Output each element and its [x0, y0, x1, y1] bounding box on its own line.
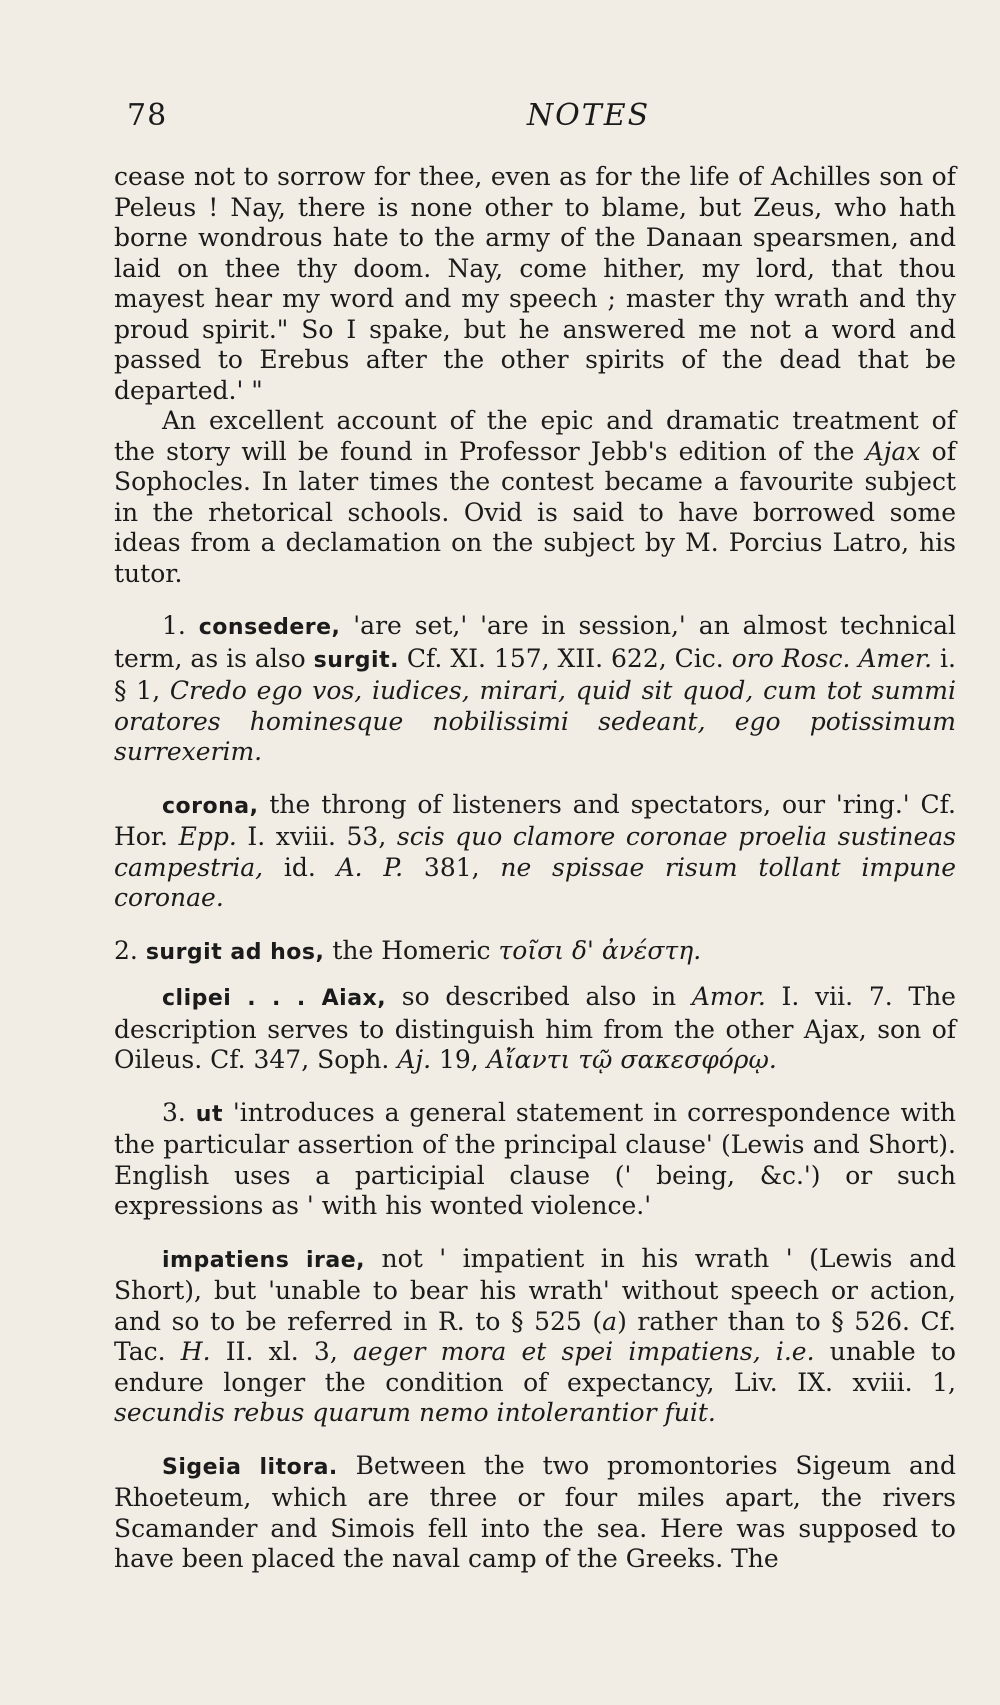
page-number: 78: [127, 98, 168, 133]
body-text: An excellent account of the epic and dramatic treatment of the story will be found in Professor Jebb's edition of the: [114, 406, 956, 466]
italic-text: oro Rosc. Amer.: [731, 643, 933, 673]
italic-text: Amor.: [691, 982, 766, 1011]
note-corona: [114, 790, 956, 914]
italic-text: Credo ego vos, iudices, mirari, quid sit quod, cum tot summi oratores hominesque nobilissimi sedeant, ego potissimum surrexerim.: [114, 676, 956, 766]
running-head: NOTES: [526, 98, 651, 133]
lemma: surgit ad hos,: [145, 939, 325, 965]
note-3: [114, 1098, 956, 1222]
body-text: II. xl. 3,: [210, 1337, 353, 1366]
body-text: I. vii. 7. The description serves to distinguish him from the other Ajax, son of Oileus. Cf. 347, Soph.: [114, 982, 956, 1074]
body-text: 'introduces a general statement in correspondence with the particular assertion of the principal clause' (Lewis and Short). English uses a participial clause (' being, &c.') or such expressions as ' with his wonted violence.': [114, 1097, 956, 1220]
italic-text: a: [602, 1306, 618, 1336]
note-1: [114, 611, 956, 768]
body-text: I. xviii. 53,: [236, 822, 397, 851]
paragraph-jebb: [114, 406, 956, 589]
body-text: 381,: [403, 852, 501, 882]
italic-text: Αἴαντι τῷ σακεσφόρῳ.: [486, 1045, 777, 1074]
body-text: Cf. XI. 157, XII. 622, Cic.: [398, 643, 732, 673]
note-2: [114, 936, 956, 969]
body-text: 1.: [162, 611, 199, 640]
note-impatiens: [114, 1244, 956, 1429]
body-text: of Sophocles. In later times the contest became a favourite subject in the rhetorical schools. Ovid is said to have borrowed some ideas from a declamation on the subject by M. Porcius Latro, his tutor.: [114, 436, 956, 588]
body-text: the throng of listeners and spectators, our 'ring.' Cf. Hor.: [114, 789, 956, 851]
page-header: [127, 98, 960, 142]
body-text: 19,: [431, 1045, 487, 1074]
italic-text: A. P.: [336, 852, 404, 882]
italic-text: secundis rebus quarum nemo intolerantior fuit.: [114, 1398, 716, 1427]
body-text: 'are set,' 'are in session,' an almost technical term, as is also: [114, 611, 956, 673]
italic-text: Ajax: [865, 436, 921, 466]
note-sigeia: [114, 1451, 956, 1575]
italic-text: scis quo clamore coronae proelia sustineas campestria,: [114, 822, 956, 882]
body-text: cease not to sorrow for thee, even as for the life of Achilles son of Peleus ! Nay, there is none other to blame, but Zeus, who hath borne wondrous hate to the army of the Danaan spearsmen, and laid on thee thy doom. Nay, come hither, my lord, that thou mayest hear my word and my speech ; master thy wrath and thy proud spirit." So I spake, but he answered me not a word and passed to Erebus after the other spirits of the dead that be departed.' ": [114, 162, 956, 405]
italic-text: τοῖσι δ' ἀνέστη.: [498, 935, 702, 965]
italic-text: Epp.: [178, 822, 237, 851]
lemma: ut: [195, 1101, 223, 1127]
body-text: unable to endure longer the condition of expectancy, Liv. IX. xviii. 1,: [114, 1337, 956, 1397]
body-text: id.: [263, 852, 337, 882]
lemma: corona,: [162, 793, 259, 819]
body-text: 2.: [114, 935, 146, 965]
lemma: Sigeia litora.: [162, 1454, 338, 1480]
body-text: Between the two promontories Sigeum and Rhoeteum, which are three or four miles apart, the rivers Scamander and Simois fell into the sea. Here was supposed to have been placed the naval camp of the Greeks. The: [114, 1450, 956, 1573]
body-text: ) rather than to § 526. Cf. Tac.: [114, 1306, 956, 1366]
page-body: [114, 162, 956, 1575]
italic-text: Aj.: [397, 1045, 432, 1074]
italic-text: H.: [180, 1337, 211, 1366]
paragraph-quote-end: [114, 162, 956, 406]
body-text: not ' impatient in his wrath ' (Lewis and Short), but 'unable to bear his wrath' without speech or action, and so to be referred in R. to § 525 (: [114, 1243, 957, 1336]
note-clipei: [114, 982, 956, 1076]
body-text: so described also in: [386, 982, 692, 1011]
body-text: the Homeric: [324, 935, 499, 965]
body-text: 3.: [162, 1097, 196, 1127]
lemma: clipei . . . Aiax,: [162, 986, 387, 1011]
italic-text: ne spissae risum tollant impune coronae.: [114, 852, 957, 912]
lemma: consedere,: [198, 615, 341, 640]
italic-text: aeger mora et spei impatiens, i.e.: [352, 1337, 815, 1366]
body-text: i. § 1,: [114, 643, 956, 705]
lemma: surgit.: [313, 647, 399, 673]
lemma: impatiens irae,: [162, 1247, 366, 1273]
